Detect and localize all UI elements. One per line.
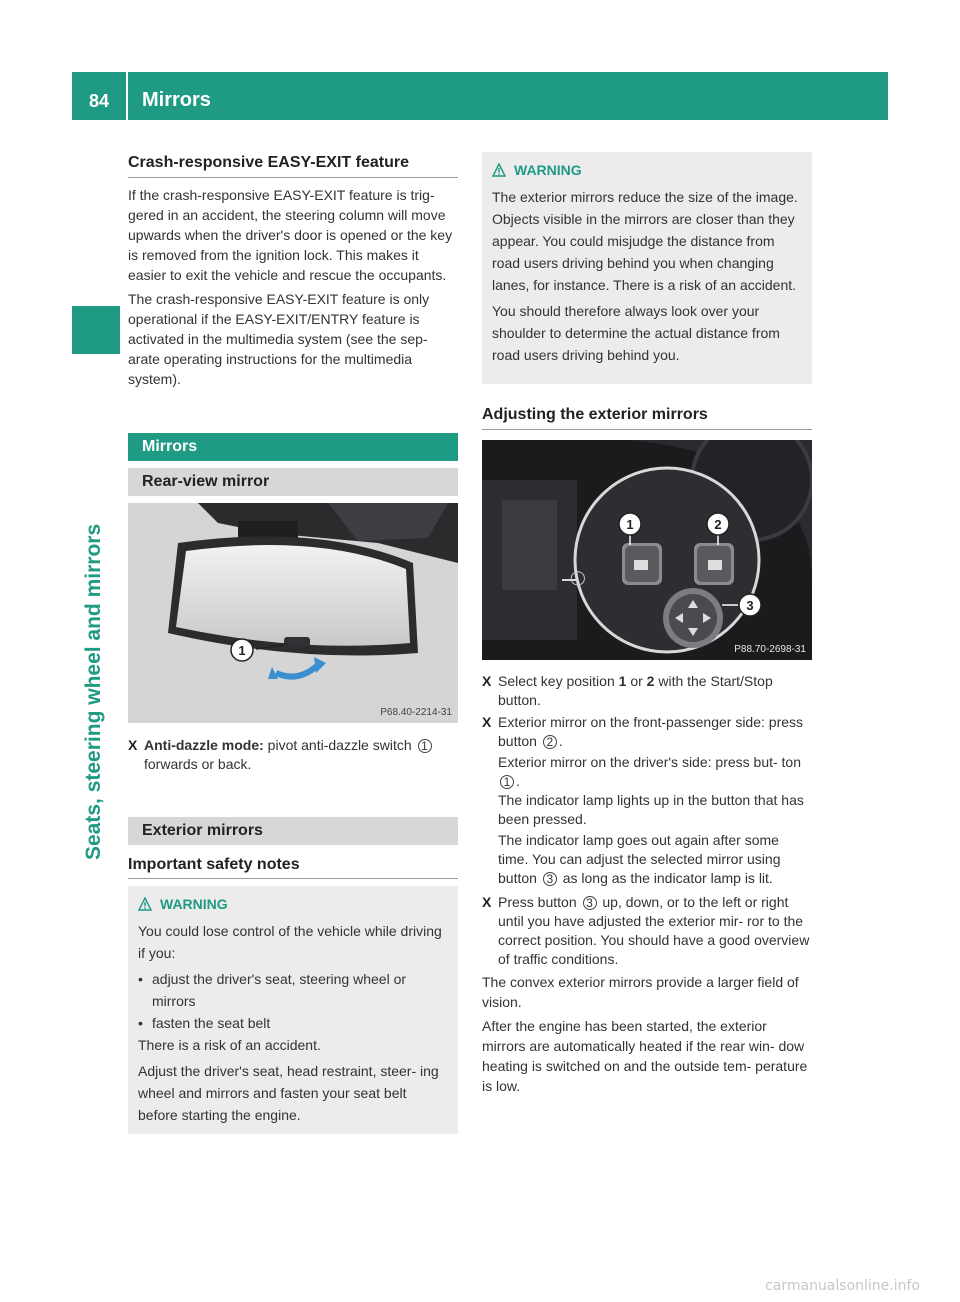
section-bar-rear-view: Rear-view mirror [128,468,458,496]
side-tab-marker [72,306,120,354]
fig2-callout-2: 2 [714,517,722,532]
step-text: The indicator lamp goes out again after some time. You can adjust the selected mirror using button [498,832,781,886]
fig1-callout-number: 1 [238,643,246,658]
warning-triangle-icon [492,163,506,177]
side-tab [72,523,120,908]
step-text: Exterior mirror on the driver's side: press but- ton [498,754,802,770]
crash-paragraph-1: If the crash-responsive EASY-EXIT feature is trig- gered in an accident, the steering column will move upwards when the driver's door is opened or the key is removed from the ignition lock. This makes it easier to exit the vehicle and rescue the occupants. [128,187,453,283]
warning-1-bullet-text: adjust the driver's seat, steering wheel or mirrors [152,971,407,1009]
step-arrow-icon: X [128,737,138,753]
warning-2-header [492,162,802,178]
warning-2-paragraph-2: You should therefore always look over your shoulder to determine the actual distance from road users driving behind you. [492,303,780,363]
key-position-2: 2 [646,673,655,689]
callout-2-ref: 2 [543,735,557,749]
page-title: Mirrors [142,89,211,111]
convex-paragraph: The convex exterior mirrors provide a larger field of vision. [482,974,799,1010]
key-position-1: 1 [618,673,627,689]
adjust-heading: Adjusting the exterior mirrors [482,406,708,423]
step-text: Press button [498,894,577,910]
step-adjust-mirror [482,893,812,969]
closing-text [482,972,812,1096]
section-bar-exterior: Exterior mirrors [128,817,458,845]
warning-box-1 [128,886,458,1134]
figure-code: P88.70-2698-31 [734,644,806,655]
figure-code: P68.40-2214-31 [380,707,452,718]
antidazzle-text-a: pivot anti-dazzle switch [267,737,412,753]
callout-1-ref: 1 [500,775,514,789]
watermark: carmanualsonline.info [765,1278,920,1294]
warning-box-2 [482,152,812,384]
warning-1-bullet: • fasten the seat belt [138,1012,448,1034]
exterior-mirror-illustration [482,440,812,660]
step-text: or [630,673,643,689]
crash-text [128,185,460,393]
step-select-mirror: X Exterior mirror on the front-passenger side: press button 2 . Exterior mirror on the driver's side: press but- ton 1 . The indicator lamp lights up in the button that has been pressed. The indicator lamp goes out again after some time. You can adjust the selected mirror using button 3 as long as the indicator lamp is lit. [482,713,812,890]
callout-3-ref: 3 [583,896,597,910]
crash-heading-rule [128,177,458,178]
rear-view-mirror-figure [128,503,458,723]
page-number: 84 [88,91,110,111]
step-text: Select key position [498,673,615,689]
warning-1-title: WARNING [160,896,228,912]
step-text: as long as the indicator lamp is lit. [562,870,773,886]
callout-3-ref: 3 [543,872,557,886]
rear-view-mirror-illustration [128,503,458,723]
mirror-symbol-icon: ◯ [570,570,586,586]
warning-2-paragraph-1: The exterior mirrors reduce the size of the image. Objects visible in the mirrors are closer than they appear. You could misjudge the distance from road users driving behind you when changing lanes, for instance. There is a risk of an accident. [492,189,798,293]
adjust-heading-rule [482,429,812,430]
step-text: Exterior mirror on the front-passenger side: press button [498,714,804,749]
step-arrow-icon: X [482,894,492,910]
callout-1-ref: 1 [418,739,432,753]
warning-1-advice: Adjust the driver's seat, head restraint, steer- ing wheel and mirrors and fasten your seat belt before starting the engine. [138,1063,439,1123]
step-text: The indicator lamp lights up in the button that has been pressed. [498,792,804,827]
step-arrow-icon: X [482,714,492,730]
warning-triangle-icon [138,897,152,911]
crash-heading: Crash-responsive EASY-EXIT feature [128,154,409,171]
exterior-mirror-figure [482,440,812,660]
fig2-callout-3: 3 [746,598,754,613]
side-tab-label: Seats, steering wheel and mirrors [82,523,105,860]
adjust-steps [482,672,812,1100]
crash-paragraph-2: The crash-responsive EASY-EXIT feature is only operational if the EASY-EXIT/ENTRY feature is activated in the multimedia system (see the sep- arate operating instructions for the multimedia system). [128,291,430,387]
warning-1-risk: There is a risk of an accident. [138,1037,321,1053]
warning-1-bullet: • adjust the driver's seat, steering wheel or mirrors [138,968,448,1012]
warning-1-header [138,896,448,912]
heating-paragraph: After the engine has been started, the exterior mirrors are automatically heated if the rear win- dow heating is switched on and the outside tem- perature is low. [482,1018,808,1094]
fig2-callout-1: 1 [626,517,634,532]
warning-2-title: WARNING [514,162,582,178]
section-bar-mirrors: Mirrors [128,433,458,461]
warning-1-intro: You could lose control of the vehicle while driving if you: [138,923,442,961]
step-text: with the Start/Stop button. [498,673,773,708]
antidazzle-step [128,736,458,774]
safety-heading: Important safety notes [128,856,300,873]
safety-heading-rule [128,878,458,879]
header-divider [126,72,128,120]
step-select-key [482,672,812,710]
warning-1-bullet-text: fasten the seat belt [152,1015,271,1031]
antidazzle-label: Anti-dazzle mode: [144,737,264,753]
step-arrow-icon: X [482,673,492,689]
step-text: up, down, or to the left or right until you have adjusted the exterior mir- ror to the correct position. You should have a good overview of traffic conditions. [498,894,810,967]
antidazzle-text-b: forwards or back. [144,756,252,772]
